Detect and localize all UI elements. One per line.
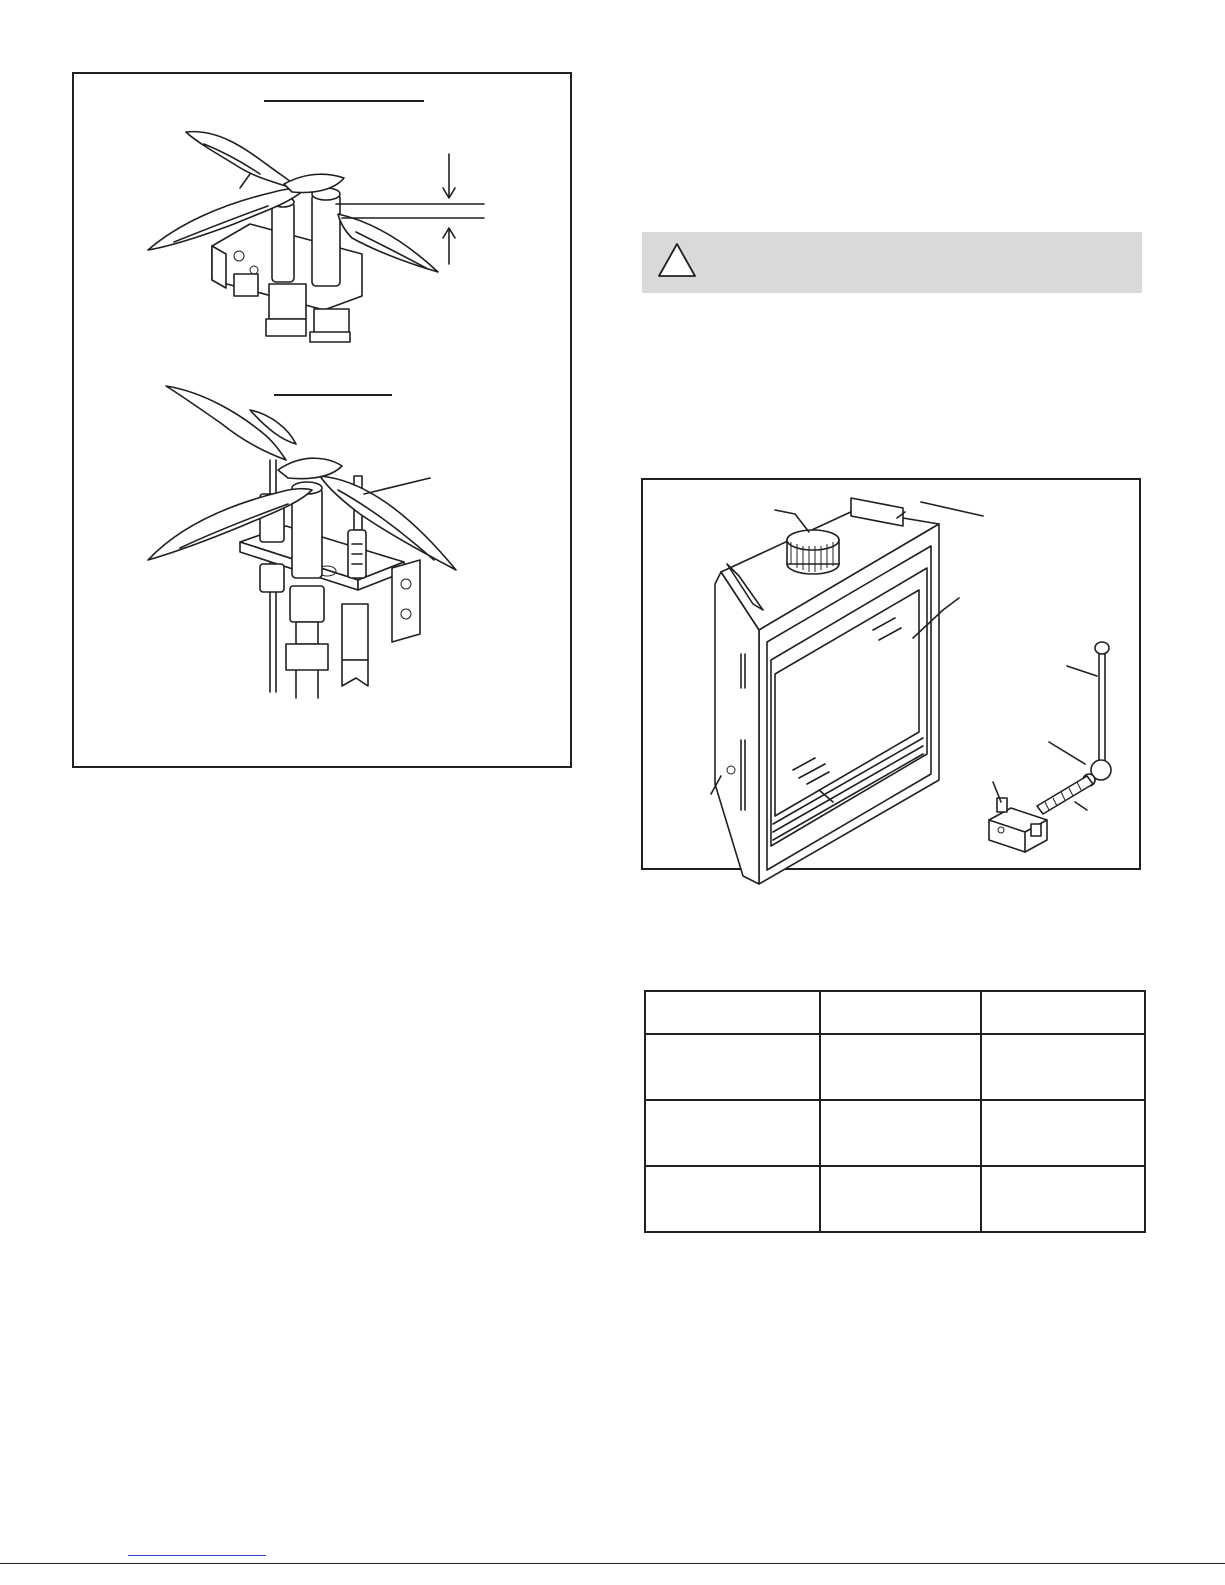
fireplace-unit [711, 498, 983, 884]
table-row [645, 1166, 1145, 1232]
table-cell [820, 1166, 981, 1232]
table-cell [981, 1100, 1145, 1166]
table-cell [820, 1100, 981, 1166]
table-cell [645, 1100, 820, 1166]
footer-rule [0, 1563, 1225, 1564]
table-header-cell [981, 991, 1145, 1034]
table-cell [981, 1034, 1145, 1100]
footer-link-underline[interactable] [128, 1555, 266, 1556]
table-row [645, 1100, 1145, 1166]
table-cell [820, 1034, 981, 1100]
caption-underline [274, 394, 392, 396]
pilot-assembly-top [148, 132, 484, 342]
warning-triangle-icon [657, 242, 697, 278]
table-row [645, 1034, 1145, 1100]
table-cell [981, 1166, 1145, 1232]
gas-components [989, 642, 1111, 852]
pilot-drawings [74, 74, 574, 770]
pilot-figure-frame [72, 72, 572, 768]
table-header-cell [820, 991, 981, 1034]
fireplace-figure-frame [641, 478, 1141, 870]
table-header-cell [645, 991, 820, 1034]
table-header-row [645, 991, 1145, 1034]
table-cell [645, 1034, 820, 1100]
fireplace-drawing [643, 480, 1143, 872]
pilot-assembly-bottom [148, 386, 456, 698]
table-cell [645, 1166, 820, 1232]
warning-box [642, 232, 1142, 293]
spec-table [644, 990, 1146, 1233]
